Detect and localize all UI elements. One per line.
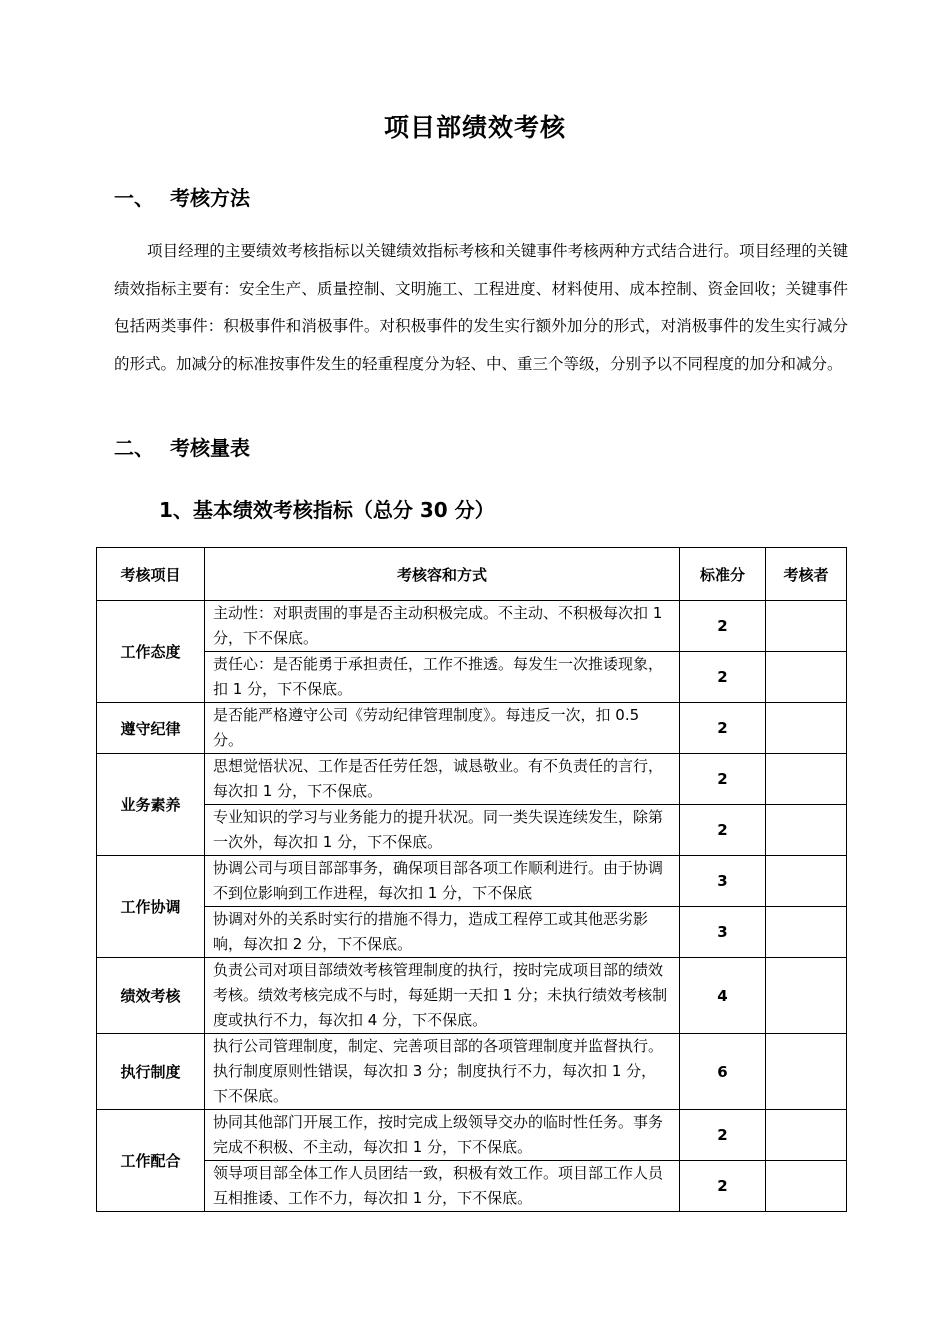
header-assessor: 考核者 <box>766 548 847 601</box>
method-paragraph: 项目经理的主要绩效考核指标以关键绩效指标考核和关键事件考核两种方式结合进行。项目经理的关键绩效指标主要有：安全生产、质量控制、文明施工、工程进度、材料使用、成本控制、资金回收；关键事件包括两类事件：积极事件和消极事件。对积极事件的发生实行额外加分的形式，对消极事件的发生实行减分的形式。加减分的标准按事件发生的轻重程度分为轻、中、重三个等级，分别予以不同程度的加分和减分。 <box>114 242 848 373</box>
category-cell: 遵守纪律 <box>97 703 205 754</box>
description-cell: 协调公司与项目部部事务，确保项目部各项工作顺利进行。由于协调不到位影响到工作进程，每次扣 1 分，下不保底 <box>205 856 680 907</box>
assessor-cell[interactable] <box>766 1161 847 1212</box>
section-heading-method <box>114 182 250 211</box>
table-row <box>97 1161 847 1212</box>
category-cell: 工作态度 <box>97 601 205 703</box>
table-row <box>97 601 847 652</box>
header-content: 考核容和方式 <box>205 548 680 601</box>
category-cell: 工作配合 <box>97 1110 205 1212</box>
category-cell: 执行制度 <box>97 1034 205 1110</box>
description-cell: 主动性：对职责围的事是否主动积极完成。不主动、不积极每次扣 1 分，下不保底。 <box>205 601 680 652</box>
score-cell: 3 <box>680 907 766 958</box>
assessor-cell[interactable] <box>766 907 847 958</box>
description-cell: 领导项目部全体工作人员团结一致，积极有效工作。项目部工作人员互相推诿、工作不力，每次扣 1 分，下不保底。 <box>205 1161 680 1212</box>
table-row <box>97 1110 847 1161</box>
assessor-cell[interactable] <box>766 754 847 805</box>
description-cell: 责任心：是否能勇于承担责任，工作不推透。每发生一次推诿现象，扣 1 分，下不保底。 <box>205 652 680 703</box>
description-cell: 专业知识的学习与业务能力的提升状况。同一类失误连续发生，除第一次外，每次扣 1 分，下不保底。 <box>205 805 680 856</box>
subsection-heading: 1、基本绩效考核指标（总分 30 分） <box>159 498 495 522</box>
category-cell: 工作协调 <box>97 856 205 958</box>
score-cell: 6 <box>680 1034 766 1110</box>
assessor-cell[interactable] <box>766 652 847 703</box>
score-cell: 2 <box>680 1161 766 1212</box>
assessor-cell[interactable] <box>766 958 847 1034</box>
table-row <box>97 856 847 907</box>
assessor-cell[interactable] <box>766 1034 847 1110</box>
category-cell: 业务素养 <box>97 754 205 856</box>
header-item: 考核项目 <box>97 548 205 601</box>
section-heading-scale <box>114 432 250 461</box>
score-cell: 2 <box>680 754 766 805</box>
category-cell: 绩效考核 <box>97 958 205 1034</box>
table-row <box>97 754 847 805</box>
score-cell: 2 <box>680 1110 766 1161</box>
description-cell: 是否能严格遵守公司《劳动纪律管理制度》。每违反一次，扣 0.5 分。 <box>205 703 680 754</box>
score-cell: 2 <box>680 703 766 754</box>
table-row <box>97 805 847 856</box>
assessor-cell[interactable] <box>766 601 847 652</box>
table-row <box>97 652 847 703</box>
score-cell: 2 <box>680 805 766 856</box>
table-row <box>97 958 847 1034</box>
description-cell: 协同其他部门开展工作，按时完成上级领导交办的临时性任务。事务完成不积极、不主动，每次扣 1 分，下不保底。 <box>205 1110 680 1161</box>
score-cell: 4 <box>680 958 766 1034</box>
section-number: 一、 <box>114 186 154 210</box>
assessor-cell[interactable] <box>766 1110 847 1161</box>
section-title: 考核量表 <box>170 436 250 460</box>
description-cell: 思想觉悟状况、工作是否任劳任怨，诚恳敬业。有不负责任的言行，每次扣 1 分，下不保底。 <box>205 754 680 805</box>
table-row <box>97 1034 847 1110</box>
table-row <box>97 907 847 958</box>
table-header-row <box>97 548 847 601</box>
table-row <box>97 703 847 754</box>
section-title: 考核方法 <box>170 186 250 210</box>
assessor-cell[interactable] <box>766 703 847 754</box>
description-cell: 协调对外的关系时实行的措施不得力，造成工程停工或其他恶劣影响，每次扣 2 分，下不保底。 <box>205 907 680 958</box>
score-cell: 3 <box>680 856 766 907</box>
assessor-cell[interactable] <box>766 856 847 907</box>
document-title: 项目部绩效考核 <box>383 113 566 142</box>
description-cell: 执行公司管理制度，制定、完善项目部的各项管理制度并监督执行。执行制度原则性错误，每次扣 3 分；制度执行不力，每次扣 1 分，下不保底。 <box>205 1034 680 1110</box>
section-number: 二、 <box>114 436 154 460</box>
score-cell: 2 <box>680 652 766 703</box>
assessment-table <box>96 547 847 1212</box>
header-score: 标准分 <box>680 548 766 601</box>
assessor-cell[interactable] <box>766 805 847 856</box>
description-cell: 负责公司对项目部绩效考核管理制度的执行，按时完成项目部的绩效考核。绩效考核完成不与时，每延期一天扣 1 分；未执行绩效考核制度或执行不力，每次扣 4 分，下不保底。 <box>205 958 680 1034</box>
score-cell: 2 <box>680 601 766 652</box>
